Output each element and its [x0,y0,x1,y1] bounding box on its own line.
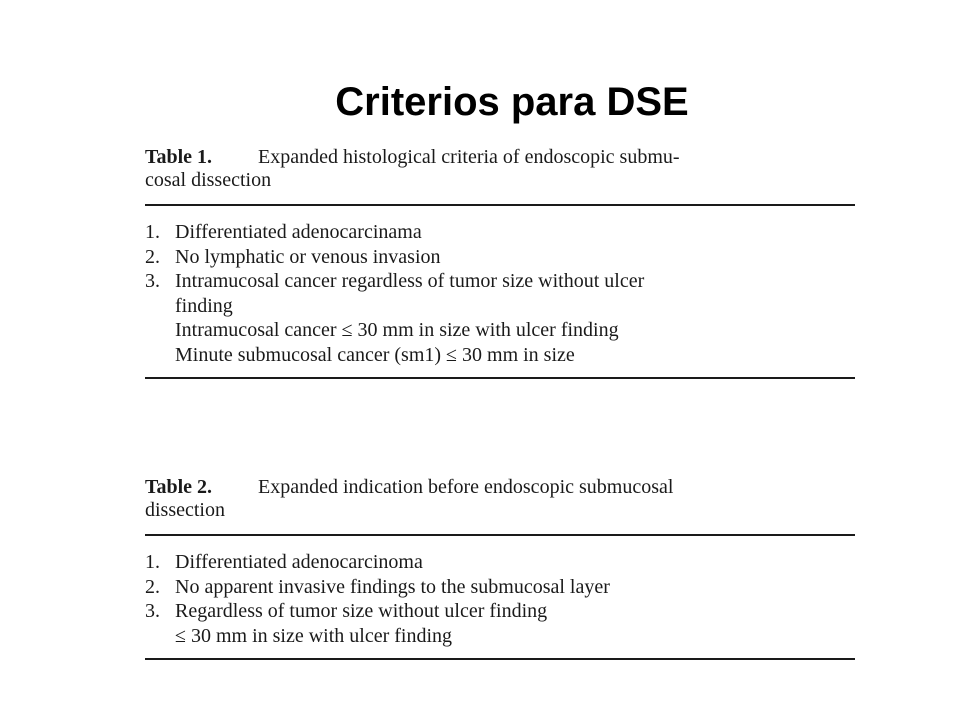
list-item [145,245,855,270]
slide-title: Criterios para DSE [335,80,689,124]
list-item-text: Differentiated adenocarcinama [175,221,422,243]
table-1-caption-line1: Expanded histological criteria of endoscopic submu- [258,146,680,168]
table-2-bottom-rule [145,658,855,660]
table-2-label: Table 2. [145,476,213,498]
list-item-text: No apparent invasive findings to the submucosal layer [175,575,610,598]
table-2-top-rule [145,534,855,536]
list-item [145,269,855,367]
table-1-top-rule [145,204,855,206]
table-2-caption-line2: dissection [145,499,225,521]
list-item [145,220,855,245]
list-item [145,550,855,575]
list-item [145,599,855,648]
table-2 [145,476,855,660]
list-item [145,575,855,600]
list-item-text: Minute submucosal cancer (sm1) ≤ 30 mm in size [175,343,575,366]
list-item-number: 2. [145,245,160,268]
table-1-bottom-rule [145,377,855,379]
table-1-list [145,220,855,367]
list-item-text: No lymphatic or venous invasion [175,245,441,268]
list-item-number: 1. [145,221,160,243]
list-item-text: ≤ 30 mm in size with ulcer finding [175,624,453,647]
table-2-list [145,550,855,648]
list-item-text: Intramucosal cancer regardless of tumor size without ulcer [175,270,645,292]
table-2-caption [145,476,855,522]
table-1-label: Table 1. [145,146,213,168]
list-item-number: 3. [145,270,160,292]
list-item-text: Intramucosal cancer ≤ 30 mm in size with ulcer finding [175,319,619,341]
list-item-number: 2. [145,575,160,598]
table-1-caption [145,146,855,192]
table-1 [145,146,855,379]
table-1-caption-line2: cosal dissection [145,169,272,191]
table-2-caption-line1: Expanded indication before endoscopic submucosal [258,476,674,498]
list-item-text: Differentiated adenocarcinoma [175,551,423,573]
list-item-number: 1. [145,551,160,573]
list-item-text: Regardless of tumor size without ulcer finding [175,600,548,622]
list-item-text: finding [175,294,233,317]
list-item-number: 3. [145,600,160,622]
